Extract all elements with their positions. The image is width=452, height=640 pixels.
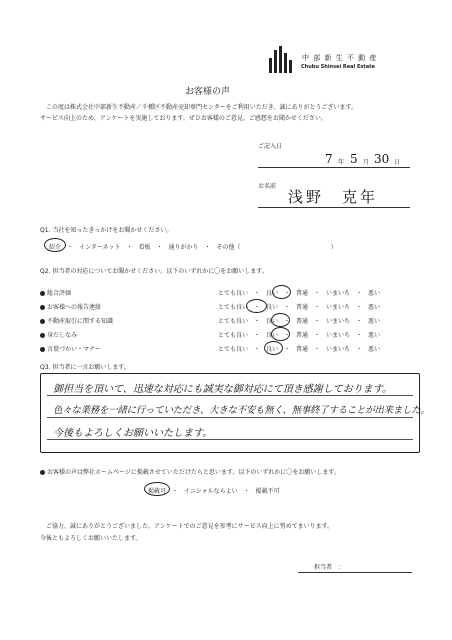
closing-line-2: 今後ともよろしくお願いいたします。 [40, 535, 142, 542]
q1-options: 紹介 ・ インターネット ・ 看板 ・ 通りがかり ・ その他（ ） [49, 244, 337, 251]
rating-row [40, 316, 410, 325]
rating-label: お客様への報告連絡 [47, 304, 102, 311]
comment-line [47, 439, 413, 440]
rating-selected-circle [272, 285, 291, 299]
company-name-en: Chubu Shinsei Real Estate [301, 64, 375, 70]
closing-line-1: ご協力、誠にありがとうございました。アンケートでのご意見を参考にサービス向上に努めてまいります。 [46, 523, 334, 530]
rating-row [40, 288, 410, 297]
rating-label: 不動産取引に関する知識 [47, 318, 114, 325]
rating-selected-circle [264, 341, 283, 355]
name-label: お名前 [258, 183, 277, 190]
publish-question: お客様の声は弊社ホームページに掲載させていただけたらと思います。以下のいずれかに〇をお願いします。 [40, 467, 340, 476]
rating-scale: とても良い ・ 良い ・ 普通 ・ いまいち ・ 悪い [218, 304, 381, 311]
company-name: 中 部 新 生 不 動 産 [302, 54, 378, 62]
bullet-icon [40, 305, 45, 310]
date-label: ご記入日 [258, 143, 283, 150]
comment-line [47, 417, 413, 418]
q1-question: Q1. 当社を知ったきっかけをお聞かせください。 [40, 227, 173, 234]
q3-question: Q3. 担当者に一言お願いします。 [40, 364, 130, 371]
publish-selected-circle [144, 482, 170, 496]
comment-text-line-2: 色々な業務を一緒に行っていただき、大きな不安も無く、無事終了することが出来ました。 [53, 405, 430, 416]
page-title: お客様の声 [185, 87, 231, 97]
bullet-icon [40, 470, 45, 475]
q2-question: Q2. 担当者の対応についてお聞かせください。以下のいずれかに〇をお願いします。 [40, 268, 268, 275]
intro-line-1: この度は株式会社中部新生不動産／千種区不動産売却専門センターをご利用いただき、誠にありがとうございます。 [46, 104, 358, 111]
date-year-unit: 年 [338, 159, 345, 166]
intro-line-2: サービス向上のため、アンケートを実施しております。ぜひお客様のご意見、ご感想をお聞かせください。 [40, 115, 327, 122]
rating-selected-circle [271, 327, 290, 341]
rating-scale: とても良い ・ 良い ・ 普通 ・ いまいち ・ 悪い [218, 346, 381, 353]
company-logo-icon [268, 44, 298, 74]
comment-text-line-3: 今後もよろしくお願いいたします。 [53, 428, 213, 439]
rating-label: 総合評価 [47, 290, 72, 297]
rating-label: 言葉づかい・マナー [47, 346, 102, 353]
date-year: 7 [325, 152, 333, 166]
date-day-unit: 日 [394, 159, 401, 166]
rating-scale: とても良い ・ 良い ・ 普通 ・ いまいち ・ 悪い [218, 318, 381, 325]
date-day: 30 [374, 152, 390, 166]
comment-line [47, 395, 413, 396]
rating-scale: とても良い ・ 良い ・ 普通 ・ いまいち ・ 悪い [218, 290, 381, 297]
date-month: 5 [350, 152, 358, 166]
date-underline [258, 167, 410, 168]
rating-selected-circle [271, 313, 290, 327]
bullet-icon [40, 333, 45, 338]
customer-name: 浅野 克年 [288, 188, 379, 206]
rating-row [40, 302, 410, 311]
bullet-icon [40, 347, 45, 352]
bullet-icon [40, 319, 45, 324]
q1-selected-circle [44, 238, 66, 252]
staff-underline [298, 572, 412, 573]
date-month-unit: 月 [363, 159, 370, 166]
rating-row [40, 344, 410, 353]
bullet-icon [40, 291, 45, 296]
name-underline [258, 207, 410, 208]
rating-selected-circle [246, 299, 267, 313]
rating-row [40, 330, 410, 339]
publish-options: 掲載可 ・ イニシャルならよい ・ 掲載不可 [148, 488, 280, 495]
staff-label: 担当者 ： [314, 564, 345, 571]
rating-scale: とても良い ・ 良い ・ 普通 ・ いまいち ・ 悪い [218, 332, 381, 339]
comment-text-line-1: 御担当を頂いて、迅速な対応にも誠実な御対応にて頂き感謝しております。 [53, 384, 392, 395]
comment-box [40, 373, 430, 453]
rating-label: 身だしなみ [47, 332, 78, 339]
